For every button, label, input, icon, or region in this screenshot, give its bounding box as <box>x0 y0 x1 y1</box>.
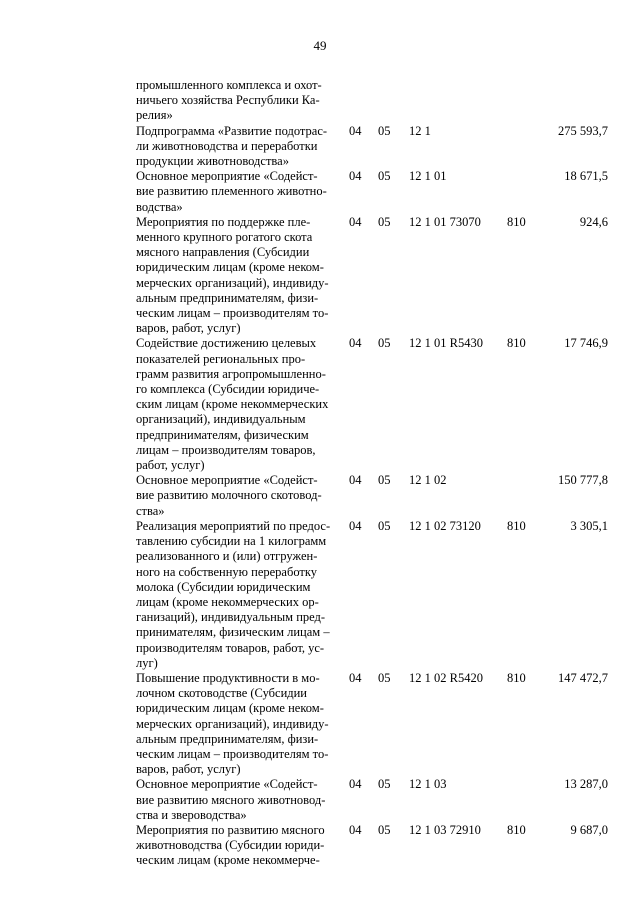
row-name-line: производителям товаров, работ, ус- <box>136 640 325 655</box>
target-article-code: 12 1 02 R5420 <box>409 670 483 685</box>
row-name-line: луг) <box>136 655 158 670</box>
row-name <box>136 169 340 215</box>
expense-type-code: 810 <box>507 336 526 351</box>
subsection-code: 05 <box>378 473 391 488</box>
row-name-line: грамм развития агропромышленно- <box>136 366 326 381</box>
target-article-code: 12 1 01 73070 <box>409 214 481 229</box>
section-code: 04 <box>349 670 362 685</box>
row-name-line: Содействие достижению целевых <box>136 336 317 351</box>
subsection-code: 05 <box>378 123 391 138</box>
row-name-line: ства» <box>136 503 165 518</box>
row-name <box>136 336 340 473</box>
row-name-line: мерческих организаций), индивиду- <box>136 716 329 731</box>
row-name-line: альным предпринимателям, физи- <box>136 290 319 305</box>
target-article-code: 12 1 03 <box>409 777 447 792</box>
budget-table <box>136 78 608 869</box>
section-code: 04 <box>349 214 362 229</box>
row-name-line: Мероприятия по поддержке пле- <box>136 214 311 229</box>
row-name-line: юридическим лицам (кроме неком- <box>136 701 324 716</box>
row-name-line: молока (Субсидии юридическим <box>136 579 311 594</box>
row-name-line: предпринимателям, физическим <box>136 427 309 442</box>
section-code: 04 <box>349 169 362 184</box>
row-name-line: Мероприятия по развитию мясного <box>136 822 325 837</box>
subsection-code: 05 <box>378 214 391 229</box>
subsection-code: 05 <box>378 169 391 184</box>
table-row <box>136 823 608 869</box>
amount: 3 305,1 <box>570 518 608 533</box>
amount: 18 671,5 <box>564 169 608 184</box>
section-code: 04 <box>349 518 362 533</box>
row-name-line: Основное мероприятие «Содейст- <box>136 777 318 792</box>
expense-type-code: 810 <box>507 670 526 685</box>
row-name-line: ческим лицам (кроме некоммерче- <box>136 853 320 868</box>
row-name-line: ческим лицам – производителям то- <box>136 306 329 321</box>
row-name-line: животноводства (Субсидии юриди- <box>136 838 325 853</box>
row-name-line: вие развитию мясного животновод- <box>136 792 326 807</box>
row-name-line: Подпрограмма «Развитие подотрас- <box>136 123 328 138</box>
row-name-line: мерческих организаций), индивиду- <box>136 275 329 290</box>
table-row <box>136 671 608 777</box>
expense-type-code: 810 <box>507 822 526 837</box>
row-name-line: реализованного и (или) отгружен- <box>136 549 318 564</box>
row-name <box>136 473 340 519</box>
subsection-code: 05 <box>378 670 391 685</box>
row-name-line: альным предпринимателям, физи- <box>136 731 319 746</box>
row-name-line: ским лицам (кроме некоммерческих <box>136 397 329 412</box>
amount: 275 593,7 <box>558 123 608 138</box>
row-name-line: лочном скотоводстве (Субсидии <box>136 686 307 701</box>
row-name-line: релия» <box>136 108 173 123</box>
target-article-code: 12 1 <box>409 123 431 138</box>
row-name-line: лицам – производителям товаров, <box>136 442 316 457</box>
subsection-code: 05 <box>378 518 391 533</box>
row-name-line: менного крупного рогатого скота <box>136 230 313 245</box>
row-name-line: варов, работ, услуг) <box>136 762 241 777</box>
table-row <box>136 336 608 473</box>
section-code: 04 <box>349 777 362 792</box>
subsection-code: 05 <box>378 822 391 837</box>
row-name-line: вие развитию племенного животно- <box>136 184 327 199</box>
section-code: 04 <box>349 336 362 351</box>
expense-type-code: 810 <box>507 214 526 229</box>
row-name <box>136 823 340 869</box>
row-name-line: ли животноводства и переработки <box>136 138 318 153</box>
section-code: 04 <box>349 123 362 138</box>
row-name-line: Основное мероприятие «Содейст- <box>136 169 318 184</box>
subsection-code: 05 <box>378 336 391 351</box>
row-name-line: мясного направления (Субсидии <box>136 245 310 260</box>
amount: 147 472,7 <box>558 670 608 685</box>
row-name-line: ства и звероводства» <box>136 807 247 822</box>
expense-type-code: 810 <box>507 518 526 533</box>
row-name-line: работ, услуг) <box>136 458 205 473</box>
amount: 150 777,8 <box>558 473 608 488</box>
table-row <box>136 473 608 519</box>
target-article-code: 12 1 01 R5430 <box>409 336 483 351</box>
table-row <box>136 519 608 671</box>
amount: 924,6 <box>579 214 608 229</box>
section-code: 04 <box>349 822 362 837</box>
target-article-code: 12 1 02 <box>409 473 447 488</box>
row-name-line: варов, работ, услуг) <box>136 321 241 336</box>
row-name <box>136 671 340 777</box>
row-name-line: ничьего хозяйства Республики Ка- <box>136 93 320 108</box>
target-article-code: 12 1 03 72910 <box>409 822 481 837</box>
table-row <box>136 169 608 215</box>
page-number: 49 <box>313 38 327 53</box>
target-article-code: 12 1 01 <box>409 169 447 184</box>
row-name-line: Реализация мероприятий по предос- <box>136 518 331 533</box>
amount: 13 287,0 <box>564 777 608 792</box>
row-name <box>136 215 340 337</box>
row-name-line: вие развитию молочного скотовод- <box>136 488 322 503</box>
row-name-line: тавлению субсидии на 1 килограмм <box>136 534 327 549</box>
amount: 17 746,9 <box>564 336 608 351</box>
row-name-line: принимателям, физическим лицам – <box>136 625 330 640</box>
row-name-line: лицам (кроме некоммерческих ор- <box>136 594 319 609</box>
row-name-line: ганизаций), индивидуальным пред- <box>136 610 326 625</box>
row-name-line: Основное мероприятие «Содейст- <box>136 473 318 488</box>
row-name <box>136 124 340 170</box>
row-name-line: ческим лицам – производителям то- <box>136 746 329 761</box>
row-name <box>136 777 340 823</box>
table-row <box>136 215 608 337</box>
subsection-code: 05 <box>378 777 391 792</box>
section-code: 04 <box>349 473 362 488</box>
row-name-line: показателей региональных про- <box>136 351 306 366</box>
row-name-line: продукции животноводства» <box>136 154 289 169</box>
row-name-line: промышленного комплекса и охот- <box>136 78 322 92</box>
row-name-line: организаций), индивидуальным <box>136 412 306 427</box>
row-name-line: ного на собственную переработку <box>136 564 318 579</box>
row-name <box>136 78 340 124</box>
row-name-line: водства» <box>136 199 183 214</box>
amount: 9 687,0 <box>570 822 608 837</box>
row-name-line: го комплекса (Субсидии юридиче- <box>136 382 320 397</box>
row-name-line: Повышение продуктивности в мо- <box>136 670 320 685</box>
row-name <box>136 519 340 671</box>
row-name-line: юридическим лицам (кроме неком- <box>136 260 324 275</box>
table-row <box>136 124 608 170</box>
target-article-code: 12 1 02 73120 <box>409 518 481 533</box>
table-row <box>136 777 608 823</box>
table-row <box>136 78 608 124</box>
